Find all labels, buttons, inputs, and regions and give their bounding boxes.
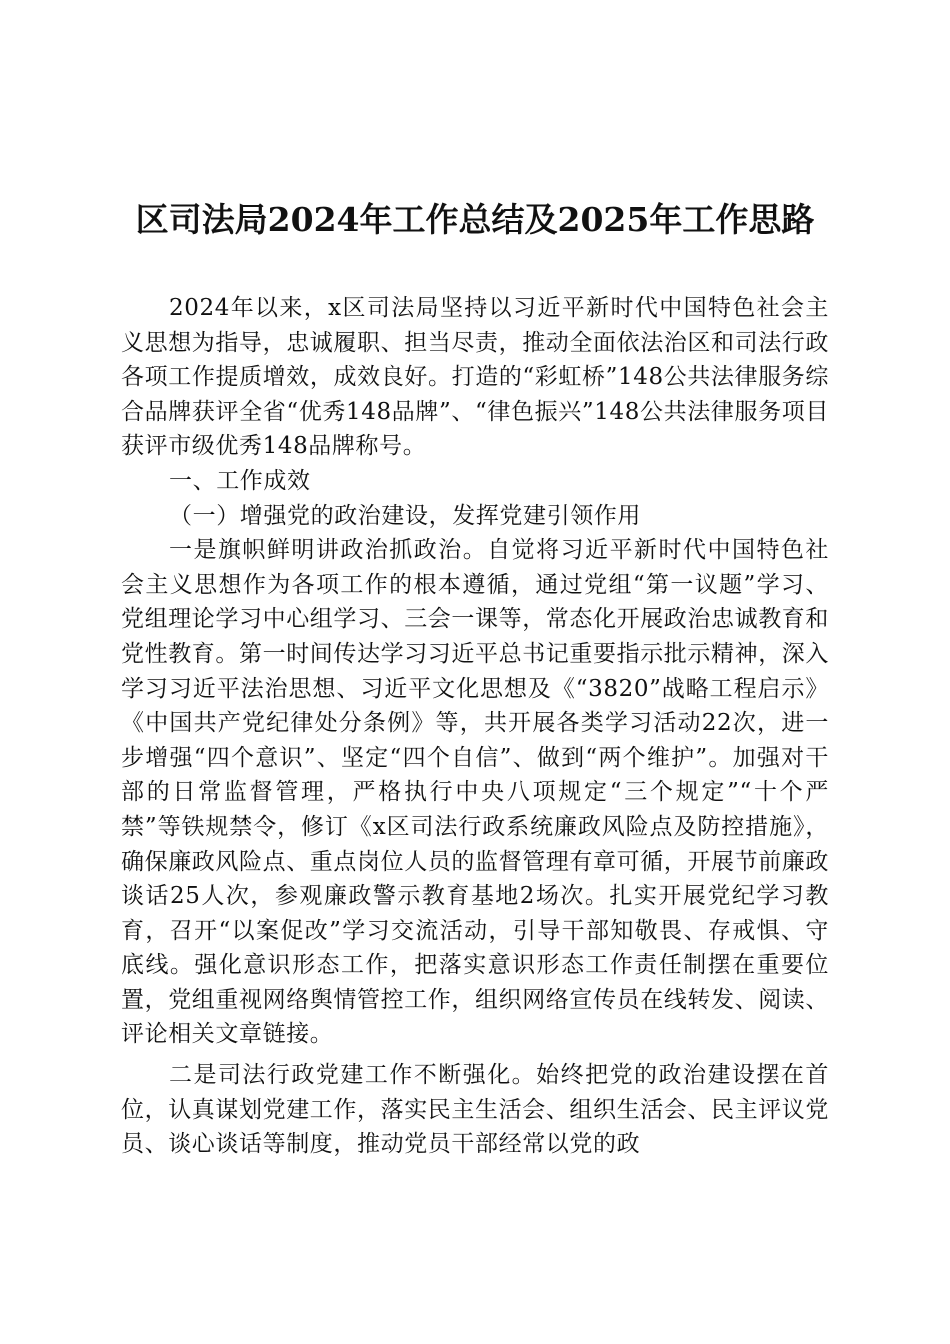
document-title: 区司法局2024年工作总结及2025年工作思路 [135,200,815,239]
body-paragraph-1: 一是旗帜鲜明讲政治抓政治。自觉将习近平新时代中国特色社会主义思想作为各项工作的根本遵循，通过党组“第一议题”学习、党组理论学习中心组学习、三会一课等，常态化开展政治忠诚教育和党性教育。第一时间传达学习习近平总书记重要指示批示精神，深入学习习近平法治思想、习近平文化思想及《“3820”战略工程启示》《中国共产党纪律处分条例》等，共开展各类学习活动22次，进一步增强“四个意识”、坚定“四个自信”、做到“两个维护”。加强对干部的日常监督管理，严格执行中央八项规定“三个规定”“十个严禁”等铁规禁令，修订《x区司法行政系统廉政风险点及防控措施》，确保廉政风险点、重点岗位人员的监督管理有章可循，开展节前廉政谈话25人次，参观廉政警示教育基地2场次。扎实开展党纪学习教育，召开“以案促改”学习交流活动，引导干部知敬畏、存戒惧、守底线。强化意识形态工作，把落实意识形态工作责任制摆在重要位置，党组重视网络舆情管控工作，组织网络宣传员在线转发、阅读、评论相关文章链接。 [121,537,829,1048]
document-body [121,291,829,1162]
intro-paragraph: 2024年以来，x区司法局坚持以习近平新时代中国特色社会主义思想为指导，忠诚履职、担当尽责，推动全面依法治区和司法行政各项工作提质增效，成效良好。打造的“彩虹桥”148公共法律服务综合品牌获评全省“优秀148品牌”、“律色振兴”148公共法律服务项目获评市级优秀148品牌称号。 [121,295,829,460]
body-paragraph-2: 二是司法行政党建工作不断强化。始终把党的政治建设摆在首位，认真谋划党建工作，落实民主生活会、组织生活会、民主评议党员、谈心谈话等制度，推动党员干部经常以党的政 [121,1062,829,1158]
section-heading: 一、工作成效 [169,467,311,494]
subsection-heading: （一）增强党的政治建设，发挥党建引领作用 [169,502,641,529]
